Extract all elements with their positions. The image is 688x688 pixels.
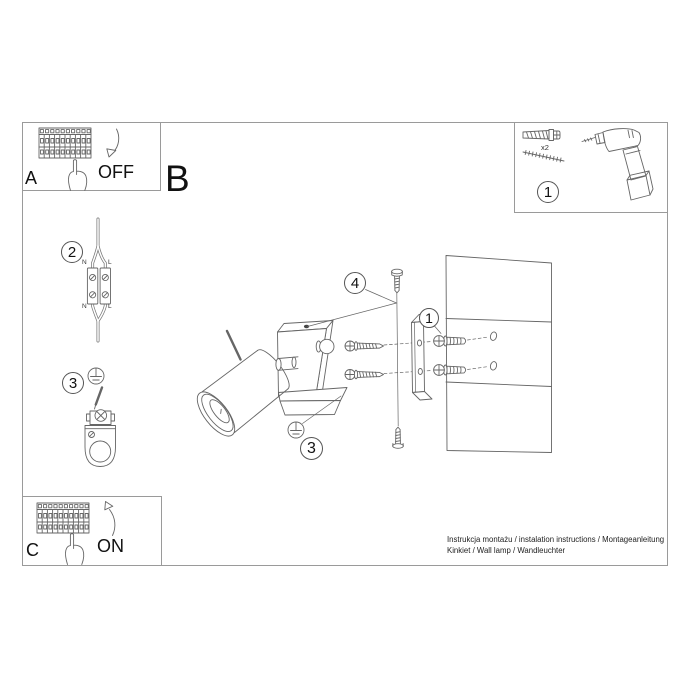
step-callout-3-number: 3 <box>68 374 78 392</box>
arrow-up-icon <box>105 502 115 536</box>
assembly-callout-1 <box>419 308 439 328</box>
lamp-adjust-rod <box>227 331 241 360</box>
section-b-label: B <box>165 158 190 199</box>
step-callout-2 <box>61 241 83 263</box>
lamp-wall-bracket <box>279 388 348 416</box>
wall-plug-top <box>434 336 466 347</box>
breaker-panel-icon-c <box>37 503 89 533</box>
mounting-screw-icon <box>523 151 564 163</box>
wiring-diagram <box>87 219 110 341</box>
hand-icon-a <box>68 160 86 191</box>
wall-plug-bottom <box>434 365 466 376</box>
arrow-down-icon <box>107 129 119 157</box>
assembly-callout-3-number: 3 <box>307 439 316 457</box>
breaker-panel-icon-a <box>39 128 91 158</box>
wall-plug-icon <box>523 130 560 141</box>
assembly-callout-4 <box>344 272 366 294</box>
fixing-screw-top <box>392 269 403 293</box>
wall-panel <box>446 256 552 453</box>
screwdriver-icon <box>95 388 103 410</box>
panel-c-label: C <box>26 540 39 560</box>
wire-label-live-bottom: L <box>108 303 112 310</box>
footer-text <box>447 535 664 556</box>
earth-screw-icon-left <box>88 368 104 384</box>
panel-a-label: A <box>25 168 38 188</box>
kit-callout-1-number: 1 <box>543 183 553 201</box>
wire-label-neutral-bottom: N <box>82 303 87 310</box>
screw-axis-line <box>397 293 398 427</box>
wire-label-neutral-top: N <box>82 259 87 266</box>
lamp-base-drawing <box>85 410 116 467</box>
long-screw-top <box>345 341 384 351</box>
assembly-callout-3 <box>300 437 323 460</box>
kit-callout-1 <box>537 181 559 203</box>
fixing-screw-bottom <box>393 427 404 448</box>
step-callout-3 <box>62 372 84 394</box>
earth-screw-icon-main <box>288 422 304 438</box>
assembly-callout-4-number: 4 <box>350 274 360 292</box>
assembly-callout-1-number: 1 <box>425 310 433 326</box>
footer-line-1: Instrukcja montażu / instalation instructions / Montageanleitung <box>447 535 665 544</box>
dowel-quantity: x2 <box>541 143 549 152</box>
hand-icon-c <box>65 534 83 565</box>
wall-lamp-drawing <box>191 321 347 442</box>
panel-c-state: ON <box>97 536 124 556</box>
lamp-mounting-plate <box>278 321 334 398</box>
terminal-block <box>87 268 110 304</box>
footer-line-2: Kinkiet / Wall lamp / Wandleuchter <box>447 545 566 555</box>
step-callout-2-number: 2 <box>67 243 77 261</box>
panel-a-state: OFF <box>98 162 134 182</box>
drill-icon <box>582 129 653 200</box>
wire-label-live-top: L <box>108 259 112 266</box>
long-screw-bottom <box>345 370 384 380</box>
